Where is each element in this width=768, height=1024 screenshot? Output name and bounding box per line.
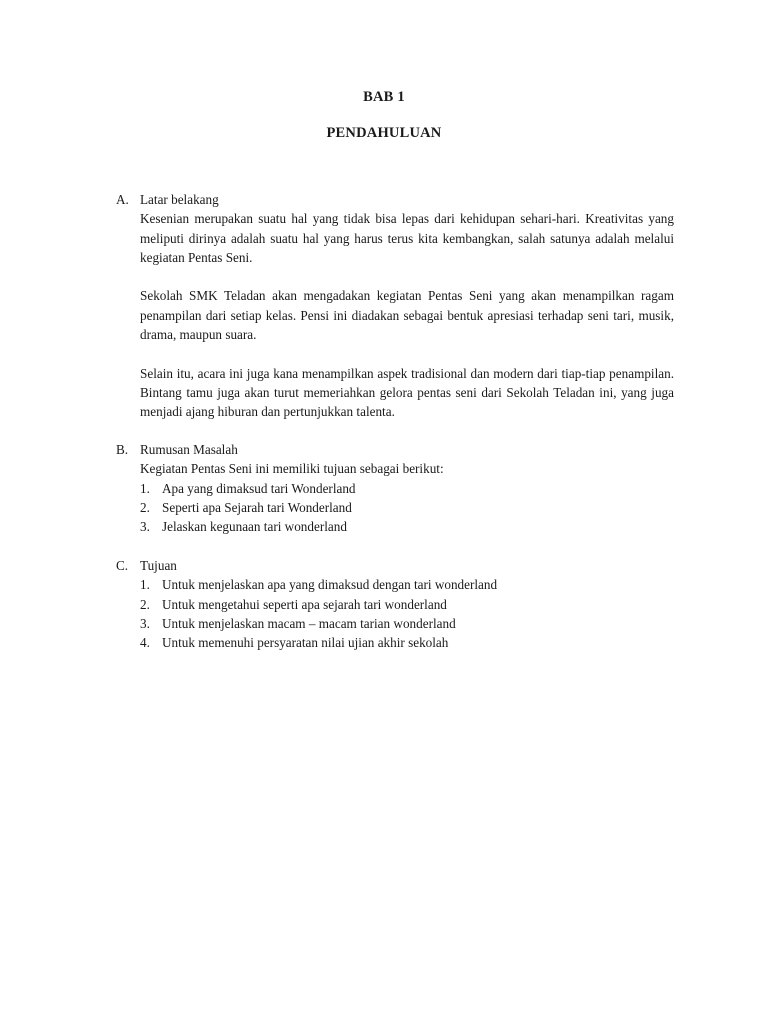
list-item xyxy=(140,614,674,633)
list-number: 1. xyxy=(140,480,150,496)
list-number: 3. xyxy=(140,519,150,535)
section-heading xyxy=(116,440,676,459)
section-letter: C. xyxy=(116,558,129,573)
section-body xyxy=(140,459,674,536)
numbered-list xyxy=(140,479,674,537)
section-latar-belakang xyxy=(116,190,676,422)
list-text: Untuk mengetahui seperti apa sejarah tari wonderland xyxy=(162,596,447,612)
section-rumusan-masalah xyxy=(116,440,676,536)
section-intro: Kegiatan Pentas Seni ini memiliki tujuan sebagai berikut: xyxy=(140,461,444,477)
chapter-number: BAB 1 xyxy=(363,89,405,105)
list-item xyxy=(140,479,674,498)
paragraph: Kesenian merupakan suatu hal yang tidak bisa lepas dari kehidupan sehari-hari. Kreativitas yang meliputi dirinya adalah suatu hal yang harus terus kita kembangkan, salah satunya adalah melalui kegiatan Pentas Seni. xyxy=(140,211,674,265)
list-item xyxy=(140,498,674,517)
list-number: 1. xyxy=(140,577,150,593)
paragraph: Sekolah SMK Teladan akan mengadakan kegiatan Pentas Seni yang akan menampilkan ragam penampilan dari setiap kelas. Pensi ini diadakan sebagai bentuk apresiasi terhadap seni tari, musik, drama, maupun suara. xyxy=(140,288,674,343)
list-item xyxy=(140,633,674,652)
list-text: Untuk memenuhi persyaratan nilai ujian akhir sekolah xyxy=(162,635,449,651)
list-number: 2. xyxy=(140,596,150,612)
list-text: Untuk menjelaskan macam – macam tarian wonderland xyxy=(162,615,456,631)
section-tujuan xyxy=(116,556,676,652)
list-text: Untuk menjelaskan apa yang dimaksud dengan tari wonderland xyxy=(162,577,498,593)
numbered-list xyxy=(140,575,674,652)
paragraph: Selain itu, acara ini juga kana menampilkan aspek tradisional dan modern dari tiap-tiap penampilan. Bintang tamu juga akan turut memeriahkan gelora pentas seni dari Sekolah Teladan ini, yang juga menjadi ajang hiburan dan pertunjukkan talenta. xyxy=(140,365,674,420)
list-number: 4. xyxy=(140,635,150,651)
list-item xyxy=(140,517,674,536)
list-item xyxy=(140,595,674,614)
section-body xyxy=(140,209,674,421)
section-letter: A. xyxy=(116,192,129,207)
list-item xyxy=(140,575,674,594)
section-title: Latar belakang xyxy=(140,192,219,207)
list-number: 3. xyxy=(140,615,150,631)
section-title: Rumusan Masalah xyxy=(140,442,238,457)
section-body xyxy=(140,575,674,652)
list-number: 2. xyxy=(140,499,150,515)
list-text: Seperti apa Sejarah tari Wonderland xyxy=(162,499,352,515)
section-title: Tujuan xyxy=(140,558,177,573)
list-text: Jelaskan kegunaan tari wonderland xyxy=(162,519,347,535)
list-text: Apa yang dimaksud tari Wonderland xyxy=(162,480,356,496)
section-letter: B. xyxy=(116,442,129,457)
section-heading xyxy=(116,190,676,209)
section-heading xyxy=(116,556,676,575)
chapter-title: PENDAHULUAN xyxy=(326,125,442,141)
